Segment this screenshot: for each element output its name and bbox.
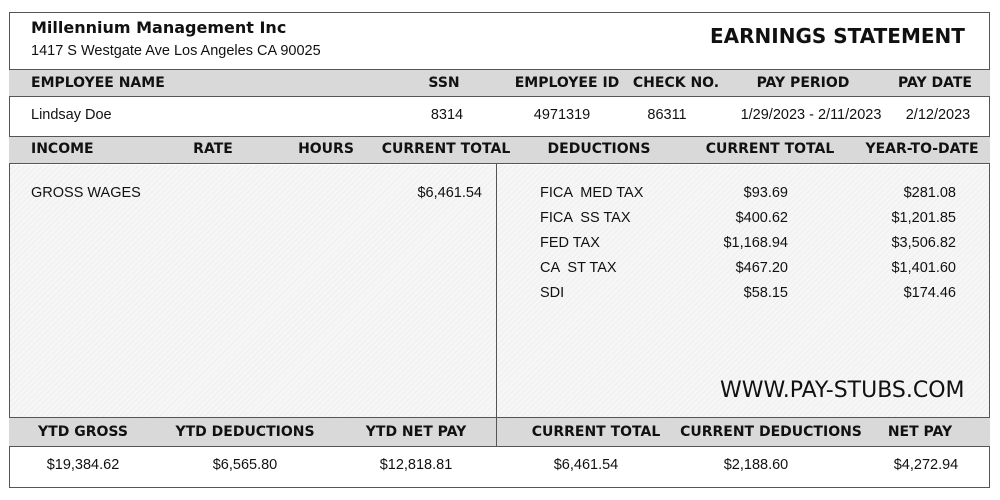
rate-header: RATE xyxy=(193,141,233,157)
year-to-date-header: YEAR-TO-DATE xyxy=(865,141,979,157)
ytd-gross: $19,384.62 xyxy=(46,457,120,473)
deductions-current-total-header: CURRENT TOTAL xyxy=(705,141,835,157)
deduction-label: FICA SS TAX xyxy=(540,210,631,226)
summary-header-divider xyxy=(496,417,497,447)
employee-id-header: EMPLOYEE ID xyxy=(514,75,620,91)
column-divider xyxy=(496,164,497,418)
current-total: $6,461.54 xyxy=(553,457,619,473)
income-current-total: $6,461.54 xyxy=(417,185,482,201)
income-current-total-header: CURRENT TOTAL xyxy=(381,141,511,157)
deduction-label: CA ST TAX xyxy=(540,260,617,276)
employee-ssn: 8314 xyxy=(430,107,464,123)
deduction-ytd: $1,401.60 xyxy=(891,260,956,276)
deduction-label: SDI xyxy=(540,285,565,301)
check-no-header: CHECK NO. xyxy=(632,75,720,91)
hours-header: HOURS xyxy=(298,141,354,157)
document-title: EARNINGS STATEMENT xyxy=(710,24,965,48)
income-header: INCOME xyxy=(31,141,94,157)
pay-period: 1/29/2023 - 2/11/2023 xyxy=(740,107,882,123)
check-number: 86311 xyxy=(647,107,687,123)
deduction-ytd: $174.46 xyxy=(903,285,956,301)
ytd-deductions-header: YTD DEDUCTIONS xyxy=(175,424,315,440)
watermark-url: WWW.PAY-STUBS.COM xyxy=(720,378,965,403)
deduction-label: FICA MED TAX xyxy=(540,185,644,201)
deduction-current: $467.20 xyxy=(735,260,788,276)
deduction-current: $58.15 xyxy=(743,285,788,301)
deduction-ytd: $3,506.82 xyxy=(891,235,956,251)
current-deductions-header: CURRENT DEDUCTIONS xyxy=(680,424,862,440)
ytd-net-pay-header: YTD NET PAY xyxy=(365,424,467,440)
pay-date-header: PAY DATE xyxy=(898,75,972,91)
deduction-current: $93.69 xyxy=(743,185,788,201)
ytd-net-pay: $12,818.81 xyxy=(379,457,453,473)
current-deductions: $2,188.60 xyxy=(723,457,789,473)
company-address: 1417 S Westgate Ave Los Angeles CA 90025 xyxy=(31,43,321,59)
net-pay-header: NET PAY xyxy=(887,424,953,440)
pay-date: 2/12/2023 xyxy=(905,107,971,123)
deduction-current: $1,168.94 xyxy=(723,235,788,251)
deductions-header: DEDUCTIONS xyxy=(547,141,651,157)
company-name: Millennium Management Inc xyxy=(31,18,287,37)
employee-id: 4971319 xyxy=(533,107,591,123)
employee-name: Lindsay Doe xyxy=(31,107,112,123)
deduction-ytd: $1,201.85 xyxy=(891,210,956,226)
income-label: GROSS WAGES xyxy=(31,185,141,201)
deduction-label: FED TAX xyxy=(540,235,600,251)
ytd-deductions: $6,565.80 xyxy=(212,457,278,473)
ssn-header: SSN xyxy=(428,75,460,91)
deduction-current: $400.62 xyxy=(735,210,788,226)
ytd-gross-header: YTD GROSS xyxy=(38,424,128,440)
pay-period-header: PAY PERIOD xyxy=(756,75,850,91)
employee-name-header: EMPLOYEE NAME xyxy=(31,75,165,91)
deduction-ytd: $281.08 xyxy=(903,185,956,201)
summary-current-total-header: CURRENT TOTAL xyxy=(531,424,661,440)
net-pay: $4,272.94 xyxy=(893,457,959,473)
